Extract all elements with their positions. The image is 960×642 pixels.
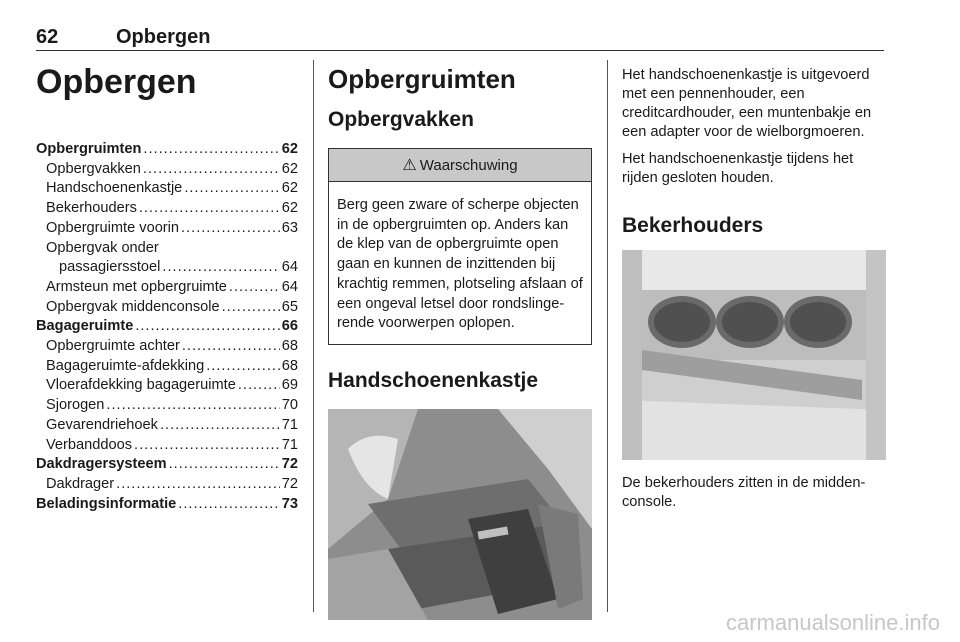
toc-leader-dots bbox=[238, 376, 280, 396]
toc-entry[interactable] bbox=[36, 278, 298, 298]
toc-entry-label: passagiersstoel bbox=[59, 259, 161, 276]
toc-entry-label: Vloerafdekking bagageruimte bbox=[46, 377, 236, 394]
warning-text: Berg geen zware of scherpe objecten in de opbergruimten op. Anders kan de klep van de opbergruimte open gaan en kunnen de inzittenden bij krachtig remmen, plotseling afslaan of een ongeval letsel door rondslingerende voorwerpen oplopen. bbox=[337, 197, 583, 332]
toc-entry[interactable] bbox=[36, 219, 298, 239]
toc-entry-page: 64 bbox=[281, 259, 298, 276]
toc-entry-page: 62 bbox=[281, 141, 298, 157]
toc-entry-page: 68 bbox=[281, 357, 298, 374]
glovebox-heading: Handschoenenkastje bbox=[328, 368, 539, 392]
subsection-heading: Opbergvakken bbox=[328, 108, 474, 131]
toc-leader-dots bbox=[184, 179, 279, 199]
toc-entry-label: Opbergvak middenconsole bbox=[46, 298, 220, 315]
toc-entry[interactable] bbox=[36, 179, 298, 199]
toc-entry[interactable] bbox=[36, 376, 298, 396]
toc-entry-label: Beladingsinformatie bbox=[36, 495, 177, 512]
toc-entry[interactable] bbox=[36, 436, 298, 456]
page-number: 62 bbox=[36, 26, 59, 48]
toc-entry[interactable] bbox=[36, 495, 298, 515]
toc-entry-page: 68 bbox=[281, 338, 298, 355]
cupholder-illustration bbox=[622, 250, 886, 460]
toc-leader-dots bbox=[182, 337, 280, 357]
toc-leader-dots bbox=[139, 199, 280, 219]
toc-entry[interactable] bbox=[36, 258, 298, 278]
toc-leader-dots bbox=[222, 298, 280, 318]
chapter-title: Opbergen bbox=[36, 63, 197, 101]
toc-entry[interactable] bbox=[36, 317, 298, 337]
section-heading: Opbergruimten bbox=[328, 64, 516, 94]
toc-entry-page: 65 bbox=[281, 298, 298, 315]
glovebox-description: Het handschoenenkastje is uitgevoerd met een pennenhouder, een creditcardhouder, een muntenbakje en een adapter voor de wielborgmoeren. bbox=[622, 67, 872, 140]
toc-entry-page: 71 bbox=[281, 436, 298, 453]
toc-entry-page: 62 bbox=[281, 180, 298, 197]
toc-entry-page: 69 bbox=[281, 377, 298, 394]
toc-entry-label: Dakdragersysteem bbox=[36, 456, 167, 473]
toc-leader-dots bbox=[229, 278, 280, 298]
cupholder-heading: Bekerhouders bbox=[622, 214, 764, 237]
toc-entry-label: Opbergvak onder bbox=[46, 239, 159, 256]
toc-entry-label: Opbergruimte achter bbox=[46, 338, 180, 355]
toc-entry-label: Opbergruimte voorin bbox=[46, 219, 180, 236]
header-rule bbox=[36, 50, 884, 51]
toc-entry-page: 63 bbox=[281, 219, 298, 236]
toc-entry[interactable] bbox=[36, 140, 298, 160]
toc-leader-dots bbox=[160, 416, 280, 436]
toc-entry-label: Opbergruimten bbox=[36, 141, 142, 157]
toc-leader-dots bbox=[178, 495, 279, 515]
content-column-3 bbox=[622, 66, 886, 512]
toc-leader-dots bbox=[116, 475, 280, 495]
toc-entry-page: 73 bbox=[281, 495, 298, 512]
toc-entry[interactable] bbox=[36, 160, 298, 180]
toc-entry-label: Opbergvakken bbox=[46, 160, 141, 177]
toc-entry-page: 64 bbox=[281, 278, 298, 295]
toc-leader-dots bbox=[135, 317, 279, 337]
table-of-contents bbox=[36, 140, 298, 514]
warning-header bbox=[329, 149, 591, 182]
toc-leader-dots bbox=[181, 219, 280, 239]
toc-entry-label: Gevarendriehoek bbox=[46, 416, 158, 433]
toc-entry-label: Bagageruimte bbox=[36, 318, 134, 335]
toc-entry-label: Bekerhouders bbox=[46, 200, 137, 217]
toc-entry[interactable] bbox=[36, 455, 298, 475]
toc-entry-page: 70 bbox=[281, 397, 298, 414]
header-title: Opbergen bbox=[116, 26, 211, 48]
toc-entry-label: Bagageruimte-afdekking bbox=[46, 357, 205, 374]
toc-entry-page: 62 bbox=[281, 200, 298, 217]
toc-entry-label: Dakdrager bbox=[46, 475, 115, 492]
toc-entry-label: Handschoenenkastje bbox=[46, 180, 183, 197]
cupholder-description: De bekerhouders zitten in de middenconsole. bbox=[622, 475, 866, 510]
page-header bbox=[36, 26, 884, 52]
column-divider-2 bbox=[607, 60, 608, 612]
toc-column bbox=[36, 62, 298, 514]
warning-title: Waarschuwing bbox=[419, 156, 518, 174]
glovebox-illustration bbox=[328, 409, 592, 620]
toc-entry[interactable] bbox=[36, 357, 298, 377]
toc-entry-page: 72 bbox=[281, 475, 298, 492]
glovebox-image bbox=[328, 409, 592, 620]
toc-leader-dots bbox=[162, 258, 279, 278]
toc-leader-dots bbox=[169, 455, 280, 475]
toc-entry[interactable] bbox=[36, 337, 298, 357]
toc-entry[interactable] bbox=[36, 416, 298, 436]
toc-entry-page: 66 bbox=[281, 318, 298, 335]
toc-entry-page: 71 bbox=[281, 416, 298, 433]
toc-entry[interactable] bbox=[36, 298, 298, 318]
toc-leader-dots bbox=[206, 357, 280, 377]
toc-entry[interactable] bbox=[36, 396, 298, 416]
toc-entry-label: Verbanddoos bbox=[46, 436, 133, 453]
toc-leader-dots bbox=[143, 160, 280, 180]
content-column-2 bbox=[328, 62, 592, 620]
toc-entry[interactable] bbox=[36, 239, 298, 259]
toc-entry-label: Armsteun met opbergruimte bbox=[46, 278, 227, 295]
warning-triangle-icon: ⚠ bbox=[402, 157, 417, 174]
toc-entry-page: 62 bbox=[281, 160, 298, 177]
toc-entry[interactable] bbox=[36, 199, 298, 219]
toc-entry[interactable] bbox=[36, 475, 298, 495]
toc-leader-dots bbox=[134, 436, 280, 456]
warning-box bbox=[328, 148, 592, 345]
toc-entry-label: Sjorogen bbox=[46, 397, 105, 414]
toc-leader-dots bbox=[106, 396, 279, 416]
watermark: carmanualsonline.info bbox=[725, 610, 940, 635]
cupholder-image bbox=[622, 250, 886, 460]
column-divider-1 bbox=[313, 60, 314, 612]
glovebox-closed-note: Het handschoenenkastje tijdens het rijden gesloten houden. bbox=[622, 151, 854, 186]
toc-entry-page: 72 bbox=[281, 456, 298, 473]
toc-leader-dots bbox=[143, 140, 279, 160]
